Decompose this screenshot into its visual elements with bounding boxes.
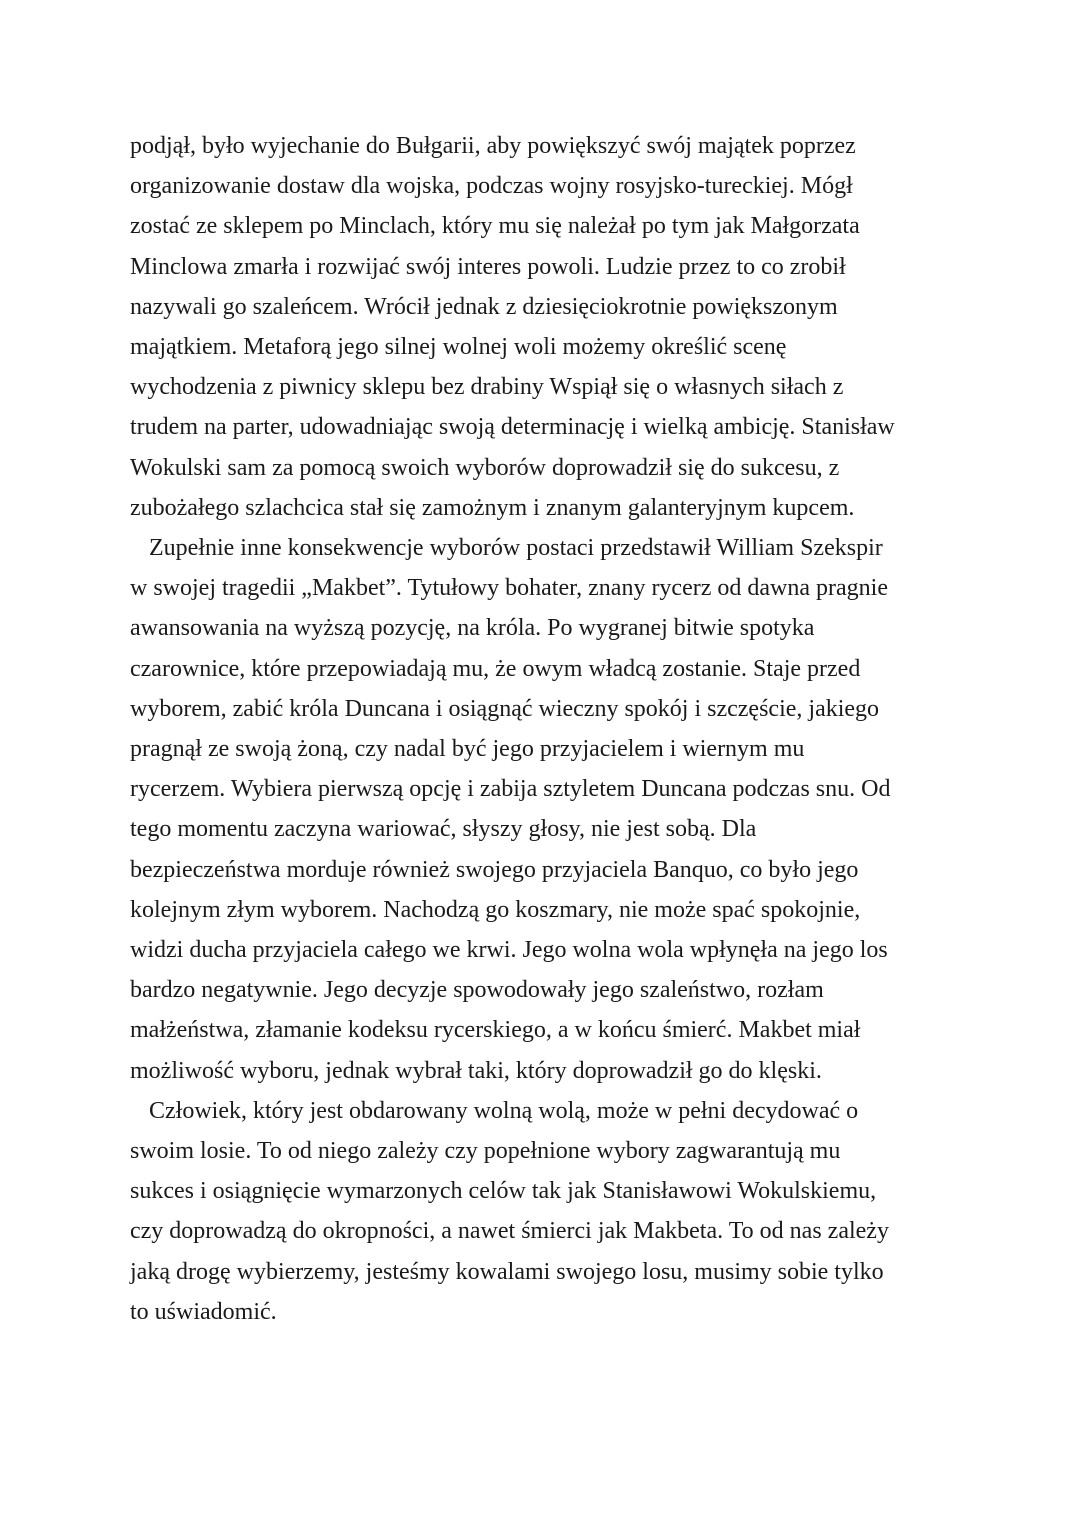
text-line: Zupełnie inne konsekwencje wyborów postaci przedstawił William Szekspir: [149, 535, 883, 562]
text-line: tego momentu zaczyna wariować, słyszy głosy, nie jest sobą. Dla: [130, 816, 757, 843]
text-line: organizowanie dostaw dla wojska, podczas wojny rosyjsko-tureckiej. Mógł: [130, 173, 853, 200]
text-line: swoim losie. To od niego zależy czy popełnione wybory zagwarantują mu: [130, 1138, 841, 1165]
text-line: bezpieczeństwa morduje również swojego przyjaciela Banquo, co było jego: [130, 856, 859, 883]
text-line: nazywali go szaleńcem. Wrócił jednak z dziesięciokrotnie powiększonym: [130, 293, 838, 320]
text-line: widzi ducha przyjaciela całego we krwi. Jego wolna wola wpłynęła na jego los: [130, 937, 888, 964]
text-line: czy doprowadzą do okropności, a nawet śmierci jak Makbeta. To od nas zależy: [130, 1218, 889, 1245]
paragraph-makbet: [130, 528, 960, 1091]
text-line: pragnął ze swoją żoną, czy nadal być jego przyjacielem i wiernym mu: [130, 736, 805, 763]
text-line: Wokulski sam za pomocą swoich wyborów doprowadził się do sukcesu, z: [130, 454, 840, 481]
essay-text: [130, 126, 960, 1332]
text-line: zubożałego szlachcica stał się zamożnym i znanym galanteryjnym kupcem.: [130, 494, 855, 521]
text-line: wychodzenia z piwnicy sklepu bez drabiny Wspiął się o własnych siłach z: [130, 374, 844, 401]
text-line: czarownice, które przepowiadają mu, że owym władcą zostanie. Staje przed: [130, 655, 861, 682]
text-line: Człowiek, który jest obdarowany wolną wolą, może w pełni decydować o: [149, 1097, 859, 1124]
text-line: trudem na parter, udowadniając swoją determinację i wielką ambicję. Stanisław: [130, 414, 895, 441]
paragraph-wokulski: [130, 126, 960, 528]
text-line: jaką drogę wybierzemy, jesteśmy kowalami swojego losu, musimy sobie tylko: [130, 1258, 884, 1285]
text-line: awansowania na wyższą pozycję, na króla. Po wygranej bitwie spotyka: [130, 615, 815, 642]
text-line: bardzo negatywnie. Jego decyzje spowodowały jego szaleństwo, rozłam: [130, 977, 824, 1004]
text-line: podjął, było wyjechanie do Bułgarii, aby powiększyć swój majątek poprzez: [130, 133, 856, 159]
text-line: możliwość wyboru, jednak wybrał taki, który doprowadził go do klęski.: [130, 1057, 822, 1084]
text-line: sukces i osiągnięcie wymarzonych celów tak jak Stanisławowi Wokulskiemu,: [130, 1178, 877, 1205]
text-line: rycerzem. Wybiera pierwszą opcję i zabija sztyletem Duncana podczas snu. Od: [130, 776, 891, 803]
text-line: to uświadomić.: [130, 1298, 277, 1325]
text-line: Minclowa zmarła i rozwijać swój interes powoli. Ludzie przez to co zrobił: [130, 253, 846, 280]
text-line: kolejnym złym wyborem. Nachodzą go koszmary, nie może spać spokojnie,: [130, 896, 861, 923]
text-line: małżeństwa, złamanie kodeksu rycerskiego, a w końcu śmierć. Makbet miał: [130, 1017, 861, 1044]
text-line: zostać ze sklepem po Minclach, który mu się należał po tym jak Małgorzata: [130, 213, 860, 240]
text-line: w swojej tragedii „Makbet”. Tytułowy bohater, znany rycerz od dawna pragnie: [130, 575, 888, 602]
text-line: wyborem, zabić króla Duncana i osiągnąć wieczny spokój i szczęście, jakiego: [130, 695, 880, 722]
text-line: majątkiem. Metaforą jego silnej wolnej woli możemy określić scenę: [130, 334, 787, 361]
paragraph-conclusion: [130, 1091, 960, 1332]
